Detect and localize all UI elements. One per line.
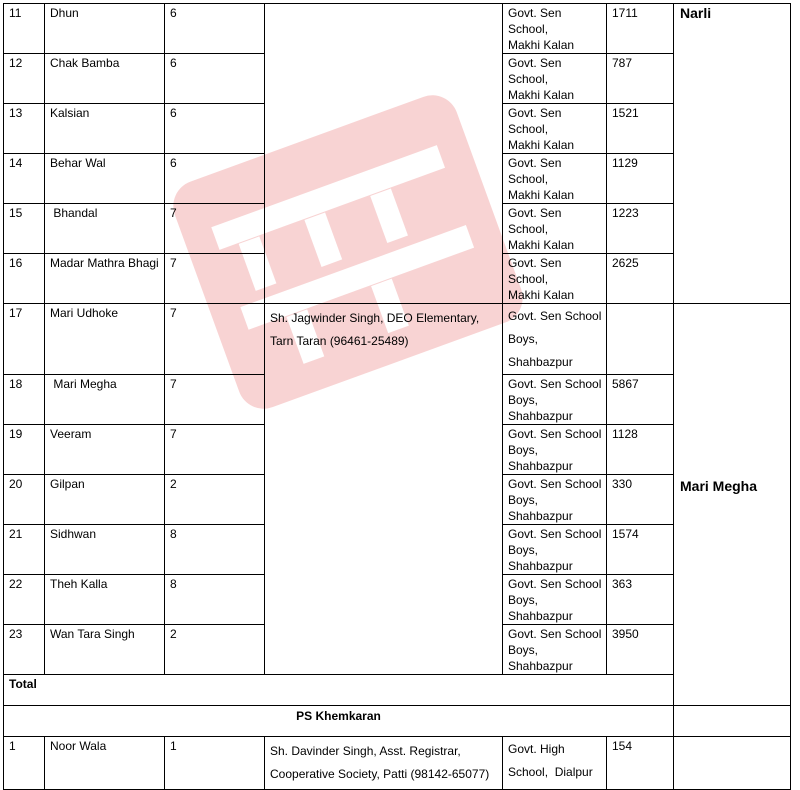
village-cell: Veeram (45, 425, 165, 475)
serial-cell: 15 (4, 204, 45, 254)
serial-cell: 1 (4, 737, 45, 790)
serial-cell: 13 (4, 104, 45, 154)
village-cell: Dhun (45, 4, 165, 54)
count-cell: 7 (165, 304, 265, 375)
zone-mari-megha: Mari Megha (674, 304, 791, 706)
voters-cell: 1129 (607, 154, 674, 204)
serial-cell: 20 (4, 475, 45, 525)
village-cell: Chak Bamba (45, 54, 165, 104)
village-cell: Kalsian (45, 104, 165, 154)
serial-cell: 17 (4, 304, 45, 375)
section-header-row (4, 706, 791, 737)
village-cell: Sidhwan (45, 525, 165, 575)
voters-cell: 3950 (607, 625, 674, 675)
polling-table (3, 3, 791, 790)
voters-cell: 1223 (607, 204, 674, 254)
village-cell: Noor Wala (45, 737, 165, 790)
section-title: PS Khemkaran (4, 706, 674, 737)
serial-cell: 23 (4, 625, 45, 675)
voters-cell: 5867 (607, 375, 674, 425)
officer-cell-empty (265, 4, 503, 304)
count-cell: 6 (165, 104, 265, 154)
serial-cell: 19 (4, 425, 45, 475)
voters-cell (607, 304, 674, 375)
school-cell: Govt. Sen School Boys, Shahbazpur (503, 525, 607, 575)
count-cell: 7 (165, 425, 265, 475)
serial-cell: 21 (4, 525, 45, 575)
zone-narli: Narli (674, 4, 791, 304)
count-cell: 8 (165, 525, 265, 575)
count-cell: 6 (165, 4, 265, 54)
village-cell: Bhandal (45, 204, 165, 254)
voters-cell: 1128 (607, 425, 674, 475)
officer-cell: Sh. Jagwinder Singh, DEO Elementary, Tarn Taran (96461-25489) (265, 304, 503, 675)
table-row (4, 737, 791, 790)
table-row (4, 304, 791, 375)
school-cell: Govt. Sen School, Makhi Kalan (503, 254, 607, 304)
voters-cell: 1574 (607, 525, 674, 575)
voters-cell: 1711 (607, 4, 674, 54)
count-cell: 7 (165, 375, 265, 425)
total-label: Total (4, 675, 674, 706)
serial-cell: 12 (4, 54, 45, 104)
village-cell: Mari Megha (45, 375, 165, 425)
school-cell: Govt. Sen School, Makhi Kalan (503, 54, 607, 104)
school-cell: Govt. Sen School Boys, Shahbazpur (503, 625, 607, 675)
school-cell: Govt. Sen School Boys, Shahbazpur (503, 375, 607, 425)
count-cell: 6 (165, 54, 265, 104)
section-zone-empty (674, 706, 791, 737)
school-cell: Govt. Sen School Boys, Shahbazpur (503, 575, 607, 625)
school-cell: Govt. Sen School, Makhi Kalan (503, 4, 607, 54)
school-cell: Govt. Sen School Boys, Shahbazpur (503, 425, 607, 475)
count-cell: 6 (165, 154, 265, 204)
voters-cell: 330 (607, 475, 674, 525)
school-cell: Govt. High School, Dialpur (503, 737, 607, 790)
count-cell: 7 (165, 254, 265, 304)
village-cell: Madar Mathra Bhagi (45, 254, 165, 304)
school-cell: Govt. Sen School, Makhi Kalan (503, 204, 607, 254)
voters-cell: 363 (607, 575, 674, 625)
village-cell: Gilpan (45, 475, 165, 525)
total-row (4, 675, 791, 706)
serial-cell: 18 (4, 375, 45, 425)
voters-cell: 2625 (607, 254, 674, 304)
serial-cell: 11 (4, 4, 45, 54)
officer-cell: Sh. Davinder Singh, Asst. Registrar, Cooperative Society, Patti (98142-65077) (265, 737, 503, 790)
village-cell: Mari Udhoke (45, 304, 165, 375)
village-cell: Theh Kalla (45, 575, 165, 625)
village-cell: Wan Tara Singh (45, 625, 165, 675)
serial-cell: 14 (4, 154, 45, 204)
voters-cell: 1521 (607, 104, 674, 154)
village-cell: Behar Wal (45, 154, 165, 204)
serial-cell: 16 (4, 254, 45, 304)
zone-cell-empty (674, 737, 791, 790)
count-cell: 2 (165, 475, 265, 525)
school-cell: Govt. Sen School Boys, Shahbazpur (503, 304, 607, 375)
count-cell: 7 (165, 204, 265, 254)
table-row (4, 4, 791, 54)
voters-cell: 787 (607, 54, 674, 104)
school-cell: Govt. Sen School, Makhi Kalan (503, 154, 607, 204)
school-cell: Govt. Sen School, Makhi Kalan (503, 104, 607, 154)
count-cell: 8 (165, 575, 265, 625)
voters-cell: 154 (607, 737, 674, 790)
count-cell: 1 (165, 737, 265, 790)
serial-cell: 22 (4, 575, 45, 625)
count-cell: 2 (165, 625, 265, 675)
school-cell: Govt. Sen School Boys, Shahbazpur (503, 475, 607, 525)
